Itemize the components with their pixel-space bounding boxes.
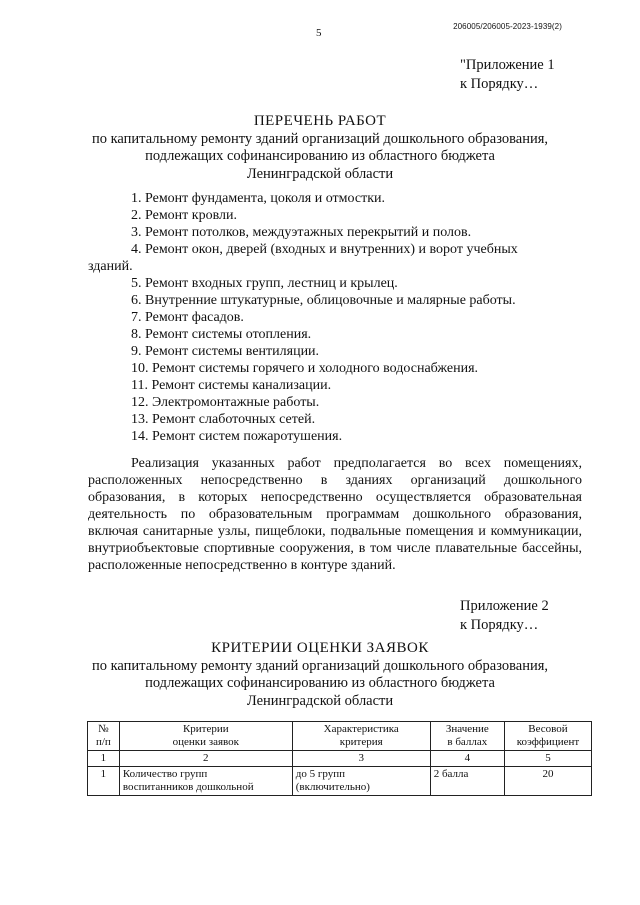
work-item: 13. Ремонт слаботочных сетей. (131, 412, 316, 427)
table-numbering-row (88, 751, 592, 767)
title-criteria-heading: КРИТЕРИИ ОЦЕНКИ ЗАЯВОК (211, 640, 429, 656)
numbering-cell: 4 (430, 751, 504, 767)
work-item: 6. Внутренние штукатурные, облицовочные и малярные работы. (131, 293, 516, 308)
title-works-line3: Ленинградской области (246, 165, 394, 182)
work-item: 8. Ремонт системы отопления. (131, 327, 312, 342)
title-works-heading: ПЕРЕЧЕНЬ РАБОТ (253, 113, 387, 129)
title-criteria-line3: Ленинградской области (246, 692, 394, 709)
header-num: № п/п (88, 722, 120, 751)
title-criteria-line1: по капитальному ремонту зданий организаций дошкольного образования, (91, 657, 549, 674)
row-num: 1 (88, 767, 120, 796)
criteria-table (87, 721, 592, 796)
title-criteria-line2: подлежащих софинансированию из областного бюджета (145, 675, 495, 691)
header-weight: Весовой коэффициент (504, 722, 591, 751)
numbering-cell: 2 (119, 751, 292, 767)
page-number: 5 (316, 27, 322, 39)
appendix-1-line2: к Порядку… (460, 76, 539, 92)
numbering-cell: 5 (504, 751, 591, 767)
appendix-2-label (460, 597, 549, 635)
appendix-1-label (460, 56, 555, 94)
work-item: 3. Ремонт потолков, междуэтажных перекрытий и полов. (131, 225, 472, 240)
table-row (88, 767, 592, 796)
table-header-row (88, 722, 592, 751)
document-code: 206005/206005-2023-1939(2) (453, 22, 562, 31)
work-item: 14. Ремонт систем пожаротушения. (131, 429, 343, 444)
numbering-cell: 1 (88, 751, 120, 767)
work-item: 7. Ремонт фасадов. (131, 310, 244, 325)
title-works-list (0, 113, 640, 183)
appendix-2-line2: к Порядку… (460, 617, 539, 633)
work-item: 9. Ремонт системы вентиляции. (131, 344, 320, 359)
appendix-2-line1: Приложение 2 (460, 598, 549, 614)
work-item: 1. Ремонт фундамента, цоколя и отмостки. (131, 191, 385, 206)
row-weight: 20 (504, 767, 591, 796)
row-criterion: Количество групп воспитанников дошкольной (119, 767, 292, 796)
appendix-1-line1: "Приложение 1 (460, 57, 555, 73)
work-item: 4. Ремонт окон, дверей (входных и внутренних) и ворот учебных зданий. (88, 242, 518, 274)
work-item: 12. Электромонтажные работы. (131, 395, 320, 410)
header-characteristic: Характеристика критерия (292, 722, 430, 751)
numbering-cell: 3 (292, 751, 430, 767)
works-list (88, 190, 558, 445)
work-item: 5. Ремонт входных групп, лестниц и крылец. (131, 276, 398, 291)
implementation-paragraph: Реализация указанных работ предполагается во всех помещениях, расположенных непосредственно в зданиях организаций дошкольного образования, в которых непосредственно осуществляется образовательная деятельность по образовательным программам дошкольного образования, включая санитарные узлы, пищеблоки, подвальные помещения и коммуникации, внутриобъектовые спортивные сооружения, в том числе плавательные бассейны, расположенные непосредственно в контуре зданий. (88, 456, 582, 573)
title-works-line1: по капитальному ремонту зданий организаций дошкольного образования, (91, 130, 549, 147)
header-points: Значение в баллах (430, 722, 504, 751)
work-item: 2. Ремонт кровли. (131, 208, 237, 223)
row-points: 2 балла (430, 767, 504, 796)
work-item: 11. Ремонт системы канализации. (131, 378, 332, 393)
title-works-line2: подлежащих софинансированию из областного бюджета (145, 148, 495, 164)
row-characteristic: до 5 групп (включительно) (292, 767, 430, 796)
header-criterion: Критерии оценки заявок (119, 722, 292, 751)
title-criteria (0, 640, 640, 710)
work-item: 10. Ремонт системы горячего и холодного водоснабжения. (131, 361, 479, 376)
